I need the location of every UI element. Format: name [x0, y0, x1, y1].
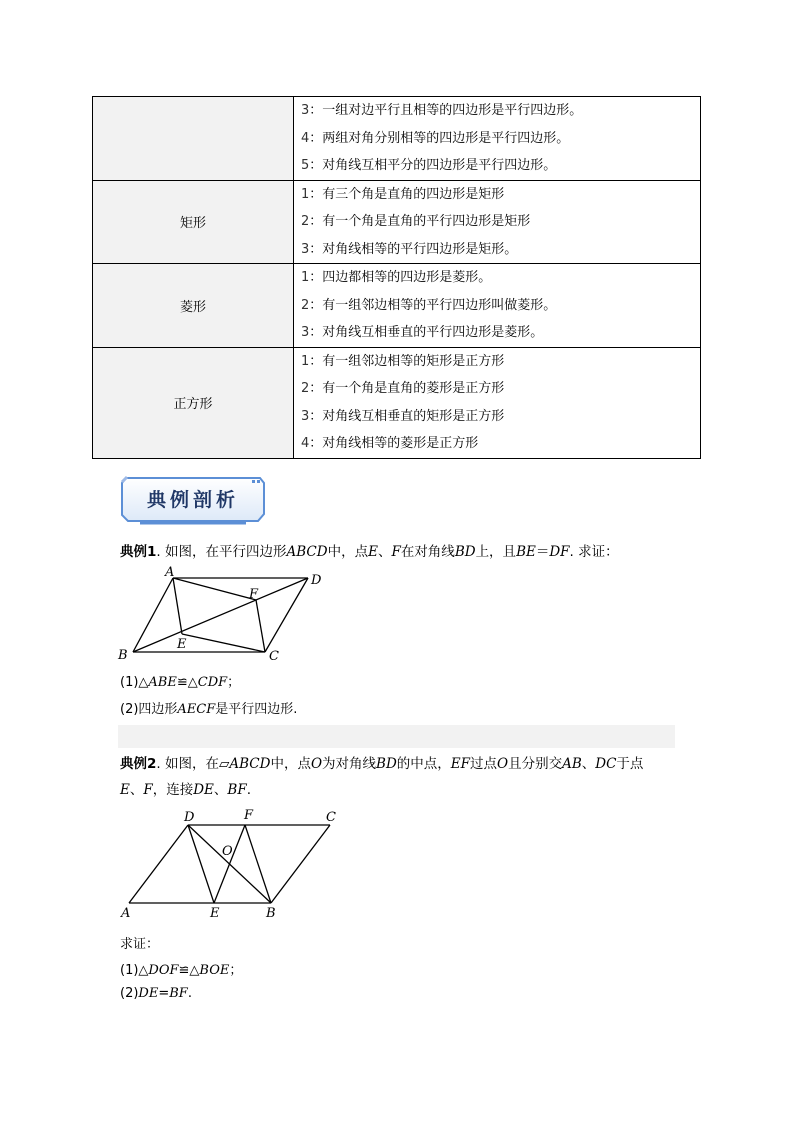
criterion-item: 5：对角线互相平分的四边形是平行四边形。	[301, 158, 557, 173]
criteria-cell	[294, 180, 701, 264]
shape-cell-square: 正方形	[93, 347, 294, 458]
criteria-cell	[294, 97, 701, 181]
criterion-item: 4：两组对角分别相等的四边形是平行四边形。	[301, 130, 570, 146]
side-ba	[133, 578, 173, 652]
criteria-cell	[294, 264, 701, 348]
example1-question2: (2)四边形AECF是平行四边形.	[120, 702, 298, 717]
figure2-parallelogram	[115, 803, 345, 923]
criterion-item: 2：有一组邻边相等的平行四边形叫做菱形。	[301, 297, 557, 313]
criterion-item: 2：有一个角是直角的菱形是正方形	[301, 381, 505, 396]
label-e: E	[177, 637, 187, 652]
criterion-item: 1：有一组邻边相等的矩形是正方形	[301, 353, 505, 369]
segment-fa	[173, 578, 256, 600]
criterion-item: 1：四边都相等的四边形是菱形。	[301, 270, 492, 285]
criterion-item: 3：一组对边平行且相等的四边形是平行四边形。	[301, 103, 583, 118]
label-a: A	[165, 565, 175, 580]
label-d: D	[184, 810, 195, 825]
label-a: A	[121, 906, 131, 921]
criterion-item: 3：对角线互相垂直的矩形是正方形	[301, 408, 505, 424]
criterion-item: 2：有一个角是直角的平行四边形是矩形	[301, 214, 531, 229]
segment-cf	[256, 600, 265, 652]
example1-statement: 典例1. 如图，在平行四边形ABCD中，点E、F在对角线BD上，且BE＝DF. 求证：	[120, 544, 619, 560]
label-o: O	[222, 844, 233, 859]
label-f: F	[249, 587, 259, 602]
criteria-table	[92, 96, 701, 459]
example2-statement-line2: E、F，连接DE、BF.	[120, 782, 252, 798]
table-row	[93, 347, 701, 458]
table-row	[93, 97, 701, 181]
label-b: B	[266, 906, 276, 921]
separator-band	[118, 725, 675, 748]
shape-cell-rhombus: 菱形	[93, 264, 294, 348]
segment-ae	[173, 578, 182, 634]
label-c: C	[269, 649, 279, 664]
example1-question1: (1)△ABE≌△CDF；	[120, 675, 241, 690]
diagonal-bd	[133, 578, 308, 652]
label-c: C	[326, 810, 336, 825]
side-dc	[265, 578, 308, 652]
example2-statement-line1: 典例2. 如图，在▱ABCD中，点O为对角线BD的中点，EF过点O且分别交AB、DC于点	[120, 756, 644, 772]
label-f: F	[244, 808, 254, 823]
table-row	[93, 180, 701, 264]
segment-ec	[182, 634, 265, 652]
section-banner	[120, 474, 266, 526]
label-b: B	[118, 648, 128, 663]
criterion-item: 3：对角线相等的平行四边形是矩形。	[301, 241, 518, 257]
table-row	[93, 264, 701, 348]
criterion-item: 3：对角线互相垂直的平行四边形是菱形。	[301, 325, 544, 340]
criterion-item: 1：有三个角是直角的四边形是矩形	[301, 186, 505, 202]
label-d: D	[311, 573, 322, 588]
example2-prove-label: 求证：	[120, 937, 160, 952]
side-ad	[129, 825, 188, 903]
shape-cell	[93, 97, 294, 181]
label-e: E	[210, 906, 220, 921]
example2-question1: (1)△DOF≌△BOE；	[120, 963, 243, 978]
figure1-parallelogram	[115, 564, 325, 664]
criteria-cell	[294, 347, 701, 458]
segment-ef	[214, 825, 245, 903]
shape-cell-rectangle: 矩形	[93, 180, 294, 264]
side-cb	[271, 825, 330, 903]
banner-title: 典例剖析	[146, 489, 239, 511]
example2-question2: (2)DE=BF.	[120, 986, 192, 1001]
criterion-item: 4：对角线相等的菱形是正方形	[301, 436, 479, 451]
